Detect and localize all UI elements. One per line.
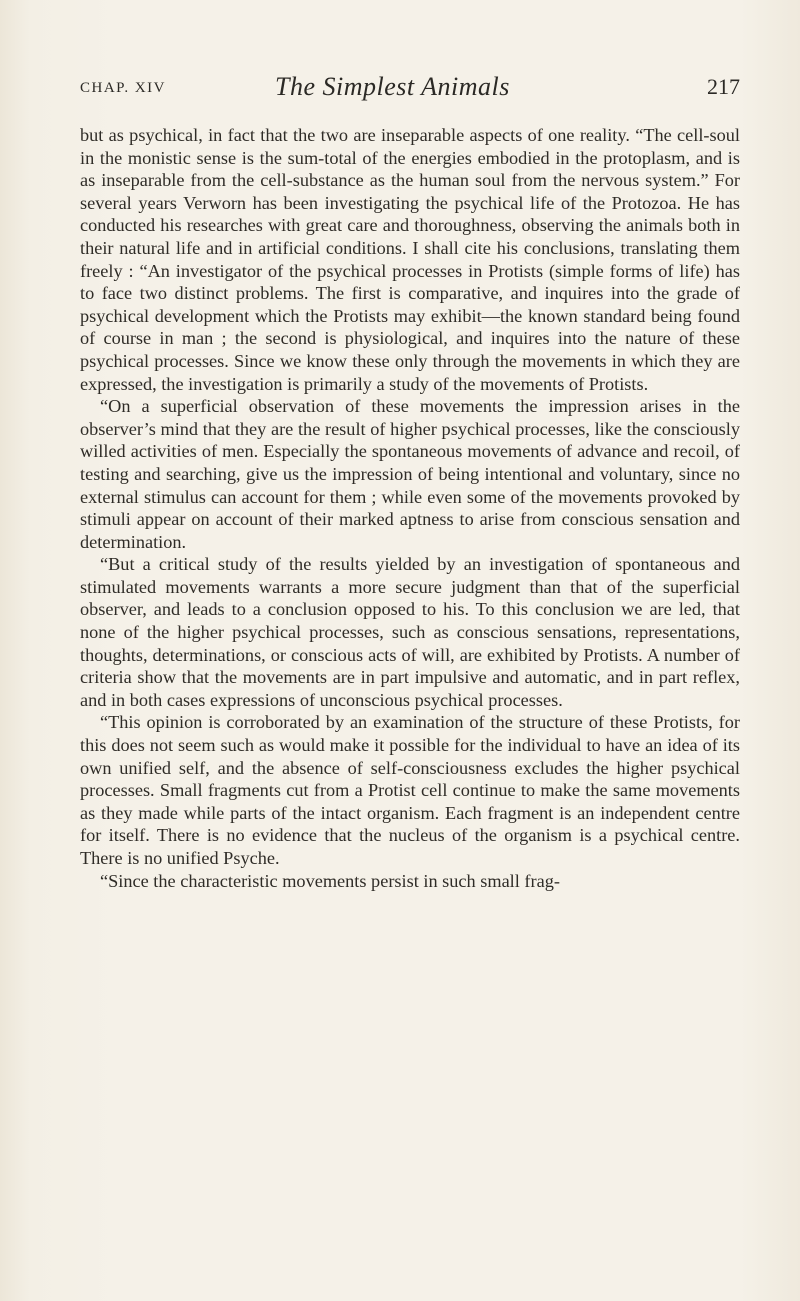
paragraph: “This opinion is corroborated by an examination of the structure of these Protists, for this does not seem such as would make it possible for the individual to have an idea of its own unified self, and the absence of self-consciousness excludes the higher psychical processes. Small fragments cut from a Protist cell continue to make the same movements as they made while parts of the intact organism. Each fragment is an independent centre for itself. There is no evidence that the nucleus of the organism is a psychical centre. There is no unified Psyche. — [80, 712, 740, 868]
paragraph: “Since the characteristic movements persist in such small frag- — [100, 870, 560, 891]
page-number: 217 — [707, 74, 740, 99]
paragraph: “But a critical study of the results yielded by an investigation of spontaneous and stimulated movements warrants a more secure judgment than that of the superficial observer, and leads to a conclusion opposed to his. To this conclusion we are led, that none of the higher psychical processes, such as conscious sensations, representations, thoughts, determinations, or conscious acts of will, are exhibited by Protists. A number of criteria show that the movements are in part impulsive and automatic, and in part reflex, and in both cases expressions of unconscious psychical processes. — [80, 554, 740, 710]
chapter-label: CHAP. XIV — [80, 80, 167, 96]
running-title: The Simplest Animals — [275, 72, 510, 101]
page-header — [80, 72, 740, 108]
body-text — [80, 124, 740, 892]
paragraph: but as psychical, in fact that the two are inseparable aspects of one reality. “The cell-soul in the monistic sense is the sum-total of the energies embodied in the protoplasm, and is as inseparable from the cell-substance as the human soul from the nervous system.” For several years Verworn has been investigating the psychical life of the Protozoa. He has conducted his researches with great care and thoroughness, observing the animals both in their natural life and in artificial conditions. I shall cite his conclusions, translating them freely : “An investigator of the psychical processes in Protists (simple forms of life) has to face two distinct problems. The first is comparative, and inquires into the grade of psychical development which the Protists may exhibit—the known standard being found of course in man ; the second is physiological, and inquires into the nature of these psychical processes. Since we know these only through the movements in which they are expressed, the investigation is primarily a study of the movements of Protists. — [80, 125, 740, 394]
paragraph: “On a superficial observation of these movements the impression arises in the observer’s mind that they are the result of higher psychical processes, like the consciously willed activities of men. Especially the spontaneous movements of advance and recoil, of testing and searching, give us the impression of being intentional and voluntary, since no external stimulus can account for them ; while even some of the movements provoked by stimuli appear on account of their marked aptness to arise from conscious sensation and determination. — [80, 396, 740, 552]
